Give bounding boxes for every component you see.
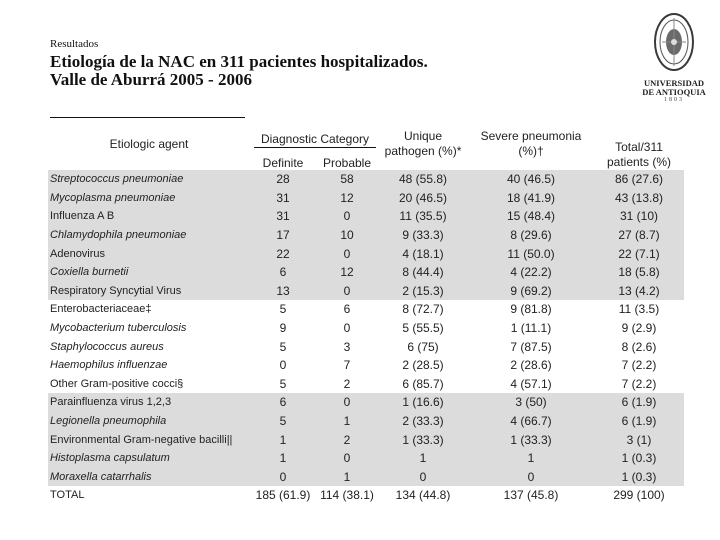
header-severe-pneumonia: Severe pneumonia (%)† xyxy=(480,129,582,158)
cell-unique: 1 (16.6) xyxy=(378,393,468,412)
cell-definite: 31 xyxy=(250,189,316,208)
table-row xyxy=(48,170,684,189)
cell-agent: Streptococcus pneumoniae xyxy=(48,170,250,189)
cell-total: 1 (0.3) xyxy=(594,468,684,487)
cell-probable: 114 (38.1) xyxy=(320,488,374,503)
cell-unique: 2 (15.3) xyxy=(378,282,468,301)
cell-definite: 1 xyxy=(250,430,316,449)
cell-unique: 20 (46.5) xyxy=(378,189,468,208)
university-logo xyxy=(636,12,712,108)
cell-unique: 9 (33.3) xyxy=(378,226,468,245)
cell-severe: 9 (69.2) xyxy=(468,282,594,301)
cell-definite: 5 xyxy=(279,302,287,317)
etiology-table xyxy=(48,118,684,505)
cell-agent: Influenza A B xyxy=(48,207,250,226)
cell-total: 9 (2.9) xyxy=(621,321,657,336)
cell-unique: 2 (33.3) xyxy=(378,412,468,431)
cell-total: 6 (1.9) xyxy=(594,412,684,431)
table-row xyxy=(48,393,684,412)
cell-definite: 28 xyxy=(250,170,316,189)
table-row xyxy=(48,337,684,356)
cell-severe: 1 (33.3) xyxy=(468,430,594,449)
cell-probable: 2 xyxy=(343,376,351,391)
cell-unique: 6 (85.7) xyxy=(402,376,444,391)
header-diagnostic-category-label: Diagnostic Category xyxy=(254,132,376,148)
cell-probable: 3 xyxy=(343,339,351,354)
cell-unique: 8 (44.4) xyxy=(378,263,468,282)
cell-definite: 185 (61.9) xyxy=(255,488,311,503)
header-probable: Probable xyxy=(322,156,372,170)
table-row xyxy=(48,356,684,375)
table-row xyxy=(48,207,684,226)
cell-definite: 5 xyxy=(250,412,316,431)
cell-definite: 5 xyxy=(279,339,287,354)
university-name-line-2: DE ANTIOQUIA xyxy=(642,87,706,97)
cell-probable: 0 xyxy=(316,207,378,226)
cell-unique: 11 (35.5) xyxy=(378,207,468,226)
header-total: Total/311 patients (%) xyxy=(606,140,672,169)
header-diagnostic-category xyxy=(250,118,378,170)
table-row xyxy=(48,449,684,468)
cell-agent: Haemophilus influenzae xyxy=(50,359,168,372)
cell-agent: Environmental Gram-negative bacilli|| xyxy=(48,430,250,449)
cell-definite: 9 xyxy=(279,321,287,336)
cell-definite: 31 xyxy=(250,207,316,226)
page-title xyxy=(50,53,428,89)
cell-definite: 6 xyxy=(250,393,316,412)
cell-severe: 137 (45.8) xyxy=(503,488,559,503)
table-row xyxy=(48,319,684,338)
cell-agent: Moraxella catarrhalis xyxy=(48,468,250,487)
cell-total: 11 (3.5) xyxy=(618,302,660,317)
cell-total: 18 (5.8) xyxy=(594,263,684,282)
cell-severe: 8 (29.6) xyxy=(468,226,594,245)
cell-probable: 58 xyxy=(316,170,378,189)
header-definite: Definite xyxy=(262,156,304,170)
cell-definite: 17 xyxy=(250,226,316,245)
cell-severe: 1 (11.1) xyxy=(510,321,552,336)
table-body xyxy=(48,170,684,505)
cell-agent: Parainfluenza virus 1,2,3 xyxy=(48,393,250,412)
cell-agent: Other Gram-positive cocci§ xyxy=(50,377,184,390)
table-row-total xyxy=(48,486,684,505)
cell-total: 13 (4.2) xyxy=(594,282,684,301)
cell-probable: 1 xyxy=(316,412,378,431)
cell-definite: 0 xyxy=(250,468,316,487)
cell-unique: 48 (55.8) xyxy=(378,170,468,189)
cell-unique: 0 xyxy=(378,468,468,487)
cell-unique: 1 (33.3) xyxy=(378,430,468,449)
cell-agent: Adenovirus xyxy=(48,244,250,263)
cell-total: 8 (2.6) xyxy=(621,339,657,354)
university-name-line-1: UNIVERSIDAD xyxy=(644,78,704,88)
cell-agent: Legionella pneumophila xyxy=(48,412,250,431)
table-row xyxy=(48,244,684,263)
cell-severe: 18 (41.9) xyxy=(468,189,594,208)
cell-probable: 2 xyxy=(316,430,378,449)
cell-severe: 4 (57.1) xyxy=(510,376,552,391)
cell-agent: Enterobacteriaceae‡ xyxy=(50,303,152,316)
section-label: Resultados xyxy=(50,38,99,50)
header-etiologic-agent: Etiologic agent xyxy=(109,137,189,151)
cell-total: 27 (8.7) xyxy=(594,226,684,245)
cell-unique: 8 (72.7) xyxy=(402,302,444,317)
table-row xyxy=(48,300,684,319)
cell-unique: 2 (28.5) xyxy=(402,358,444,373)
cell-probable: 12 xyxy=(316,189,378,208)
cell-severe: 1 xyxy=(468,449,594,468)
cell-definite: 22 xyxy=(250,244,316,263)
table-row xyxy=(48,263,684,282)
cell-severe: 40 (46.5) xyxy=(468,170,594,189)
cell-agent: Mycobacterium tuberculosis xyxy=(50,322,187,335)
cell-unique: 6 (75) xyxy=(407,339,439,354)
cell-total: 86 (27.6) xyxy=(594,170,684,189)
table-row xyxy=(48,282,684,301)
cell-probable: 7 xyxy=(343,358,351,373)
cell-severe: 4 (22.2) xyxy=(468,263,594,282)
cell-unique: 134 (44.8) xyxy=(395,488,451,503)
cell-probable: 10 xyxy=(316,226,378,245)
table-row xyxy=(48,468,684,487)
university-year: 1803 xyxy=(664,97,684,103)
university-seal-icon xyxy=(652,12,696,74)
cell-severe: 2 (28.6) xyxy=(510,358,552,373)
cell-definite: 1 xyxy=(250,449,316,468)
cell-agent: TOTAL xyxy=(50,489,85,502)
cell-severe: 4 (66.7) xyxy=(468,412,594,431)
cell-total: 43 (13.8) xyxy=(594,189,684,208)
cell-definite: 0 xyxy=(279,358,287,373)
cell-probable: 6 xyxy=(343,302,351,317)
cell-total: 299 (100) xyxy=(613,488,665,503)
cell-probable: 0 xyxy=(316,282,378,301)
cell-severe: 9 (81.8) xyxy=(510,302,552,317)
title-line-2: Valle de Aburrá 2005 - 2006 xyxy=(50,70,252,89)
cell-probable: 1 xyxy=(316,468,378,487)
cell-total: 7 (2.2) xyxy=(621,358,657,373)
cell-severe: 11 (50.0) xyxy=(468,244,594,263)
cell-agent: Respiratory Syncytial Virus xyxy=(48,282,250,301)
cell-total: 7 (2.2) xyxy=(621,376,657,391)
table-row xyxy=(48,375,684,394)
cell-agent: Staphylococcus aureus xyxy=(50,340,164,353)
table-row xyxy=(48,226,684,245)
cell-definite: 6 xyxy=(250,263,316,282)
cell-unique: 4 (18.1) xyxy=(378,244,468,263)
cell-agent: Coxiella burnetii xyxy=(48,263,250,282)
cell-agent: Mycoplasma pneumoniae xyxy=(48,189,250,208)
table-header-row xyxy=(48,118,684,170)
title-line-1: Etiología de la NAC en 311 pacientes hospitalizados. xyxy=(50,52,428,71)
table-row xyxy=(48,412,684,431)
table-row xyxy=(48,430,684,449)
cell-probable: 0 xyxy=(343,321,351,336)
cell-severe: 0 xyxy=(468,468,594,487)
cell-severe: 7 (87.5) xyxy=(510,339,552,354)
header-unique-pathogen: Unique pathogen (%)* xyxy=(384,129,462,158)
cell-probable: 0 xyxy=(316,393,378,412)
cell-definite: 5 xyxy=(279,376,287,391)
cell-probable: 0 xyxy=(316,244,378,263)
cell-severe: 15 (48.4) xyxy=(468,207,594,226)
cell-severe: 3 (50) xyxy=(468,393,594,412)
cell-probable: 0 xyxy=(316,449,378,468)
cell-total: 22 (7.1) xyxy=(594,244,684,263)
cell-total: 3 (1) xyxy=(594,430,684,449)
cell-unique: 5 (55.5) xyxy=(402,321,444,336)
cell-total: 31 (10) xyxy=(594,207,684,226)
cell-probable: 12 xyxy=(316,263,378,282)
cell-agent: Chlamydophila pneumoniae xyxy=(48,226,250,245)
cell-total: 1 (0.3) xyxy=(594,449,684,468)
cell-total: 6 (1.9) xyxy=(594,393,684,412)
table-row xyxy=(48,189,684,208)
cell-agent: Histoplasma capsulatum xyxy=(48,449,250,468)
cell-unique: 1 xyxy=(378,449,468,468)
cell-definite: 13 xyxy=(250,282,316,301)
